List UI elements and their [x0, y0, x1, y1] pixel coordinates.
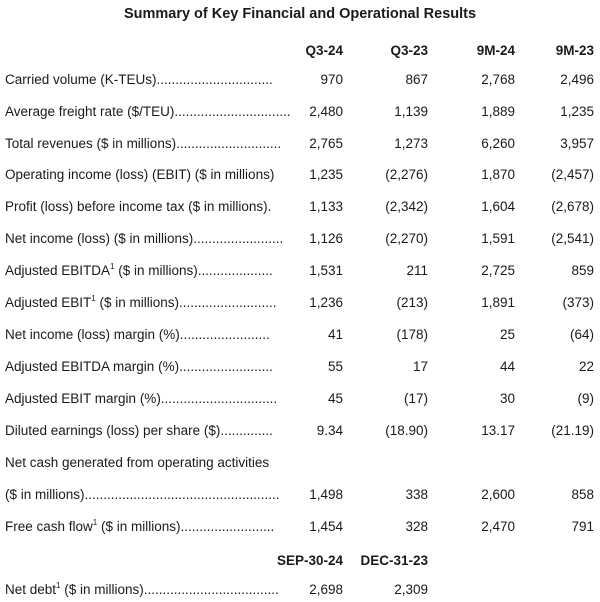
table-row: [0, 199, 600, 219]
row-value: 1,891: [481, 295, 515, 310]
row-value: (2,270): [385, 231, 428, 246]
row-value: 211: [406, 263, 428, 278]
row-value: 17: [412, 359, 428, 374]
column-header-9m-23: 9M-23: [555, 43, 594, 58]
row-value: 9.34: [316, 423, 343, 438]
row-label: Adjusted EBITDA margin (%).........................: [5, 359, 273, 374]
column-header-q3-23: Q3-23: [390, 43, 428, 58]
row-label: Adjusted EBIT margin (%)...............................: [5, 391, 278, 406]
row-value: 2,765: [309, 136, 343, 151]
row-value: 1,591: [481, 231, 515, 246]
column-header-dec-31-23: DEC-31-23: [360, 553, 428, 568]
row-value: (18.90): [385, 423, 428, 438]
row-value: 1,531: [309, 263, 343, 278]
row-value: (17): [403, 391, 428, 406]
row-value: 1,139: [394, 104, 428, 119]
row-value: 1,889: [481, 104, 515, 119]
row-label: Net cash generated from operating activities: [5, 455, 270, 470]
row-value: 1,454: [309, 519, 343, 534]
row-value: 44: [499, 359, 515, 374]
table-row: [0, 487, 600, 507]
row-value: 791: [571, 519, 594, 534]
row-value: 328: [405, 519, 428, 534]
table-row: [0, 104, 600, 124]
column-header-q3-24: Q3-24: [305, 43, 343, 58]
row-value: 1,870: [481, 167, 515, 182]
footnote-marker: 1: [92, 518, 98, 527]
row-value: (21.19): [551, 423, 594, 438]
table-row: [0, 359, 600, 379]
row-label: Adjusted EBITDA$^1$ ($ in millions)....................: [5, 262, 273, 278]
row-value: 45: [327, 391, 343, 406]
row-value: 55: [327, 359, 343, 374]
row-value: 2,309: [394, 582, 428, 597]
row-label: Diluted earnings (loss) per share ($)..............: [5, 423, 273, 438]
row-value: 1,236: [309, 295, 343, 310]
row-value: (2,678): [551, 199, 594, 214]
row-value: 6,260: [481, 136, 515, 151]
row-value: 2,496: [560, 72, 594, 87]
row-label: Profit (loss) before income tax ($ in millions).: [5, 199, 272, 214]
table-row: [0, 519, 600, 539]
footnote-marker: 1: [56, 581, 61, 590]
row-value: 1,235: [560, 104, 594, 119]
row-value: (2,541): [551, 231, 594, 246]
footnote-marker: 1: [110, 262, 115, 271]
table-row: [0, 295, 600, 315]
table-row: [0, 582, 600, 602]
row-value: 1,235: [309, 167, 343, 182]
row-value: (373): [562, 295, 594, 310]
row-value: 859: [571, 263, 594, 278]
table-row: [0, 231, 600, 251]
row-value: 3,957: [560, 136, 594, 151]
row-value: 858: [571, 487, 594, 502]
row-value: 41: [327, 327, 343, 342]
table-row: [0, 423, 600, 443]
table-row: [0, 167, 600, 187]
footnote-marker: 1: [91, 294, 96, 303]
row-value: 1,604: [481, 199, 515, 214]
row-value: (178): [396, 327, 428, 342]
row-value: (2,276): [385, 167, 428, 182]
row-label: Net debt$^1$ ($ in millions)....................................: [5, 581, 279, 597]
row-value: 338: [405, 487, 428, 502]
row-value: 1,133: [309, 199, 343, 214]
row-value: 867: [405, 72, 428, 87]
row-label: Carried volume (K-TEUs)...............................: [5, 72, 273, 87]
row-value: (213): [396, 295, 428, 310]
row-value: 1,126: [309, 231, 343, 246]
row-label: ($ in millions)....................................................: [5, 487, 280, 502]
row-value: 2,698: [309, 582, 343, 597]
table-row: [0, 136, 600, 156]
row-label: Average freight rate ($/TEU)...............................: [5, 104, 291, 119]
table-row: [0, 72, 600, 92]
row-value: (2,457): [551, 167, 594, 182]
row-value: 2,470: [481, 519, 515, 534]
table-title: Summary of Key Financial and Operational Results: [123, 6, 477, 22]
row-value: 1,498: [309, 487, 343, 502]
row-label: Free cash flow$^1$ ($ in millions).........................: [5, 518, 275, 534]
row-label: Adjusted EBIT$^1$ ($ in millions)..........................: [5, 294, 277, 310]
row-value: (9): [577, 391, 594, 406]
row-value: 22: [578, 359, 594, 374]
column-header-sep-30-24: SEP-30-24: [276, 553, 343, 568]
row-label: Net income (loss) margin (%)........................: [5, 327, 270, 342]
table-row: [0, 391, 600, 411]
row-value: 25: [499, 327, 515, 342]
row-value: (2,342): [385, 199, 428, 214]
row-value: 970: [320, 72, 343, 87]
row-label: Net income (loss) ($ in millions)........................: [5, 231, 284, 246]
row-value: 1,273: [394, 136, 428, 151]
row-value: 2,725: [481, 263, 515, 278]
table-row: [0, 455, 600, 475]
table-row: [0, 263, 600, 283]
row-label: Total revenues ($ in millions)............................: [5, 136, 282, 151]
column-header-9m-24: 9M-24: [476, 43, 515, 58]
table-row: [0, 327, 600, 347]
row-value: (64): [569, 327, 594, 342]
row-value: 2,480: [309, 104, 343, 119]
row-value: 2,600: [481, 487, 515, 502]
row-label: Operating income (loss) (EBIT) ($ in millions): [5, 167, 275, 182]
row-value: 2,768: [481, 72, 515, 87]
row-value: 13.17: [481, 423, 515, 438]
row-value: 30: [499, 391, 515, 406]
